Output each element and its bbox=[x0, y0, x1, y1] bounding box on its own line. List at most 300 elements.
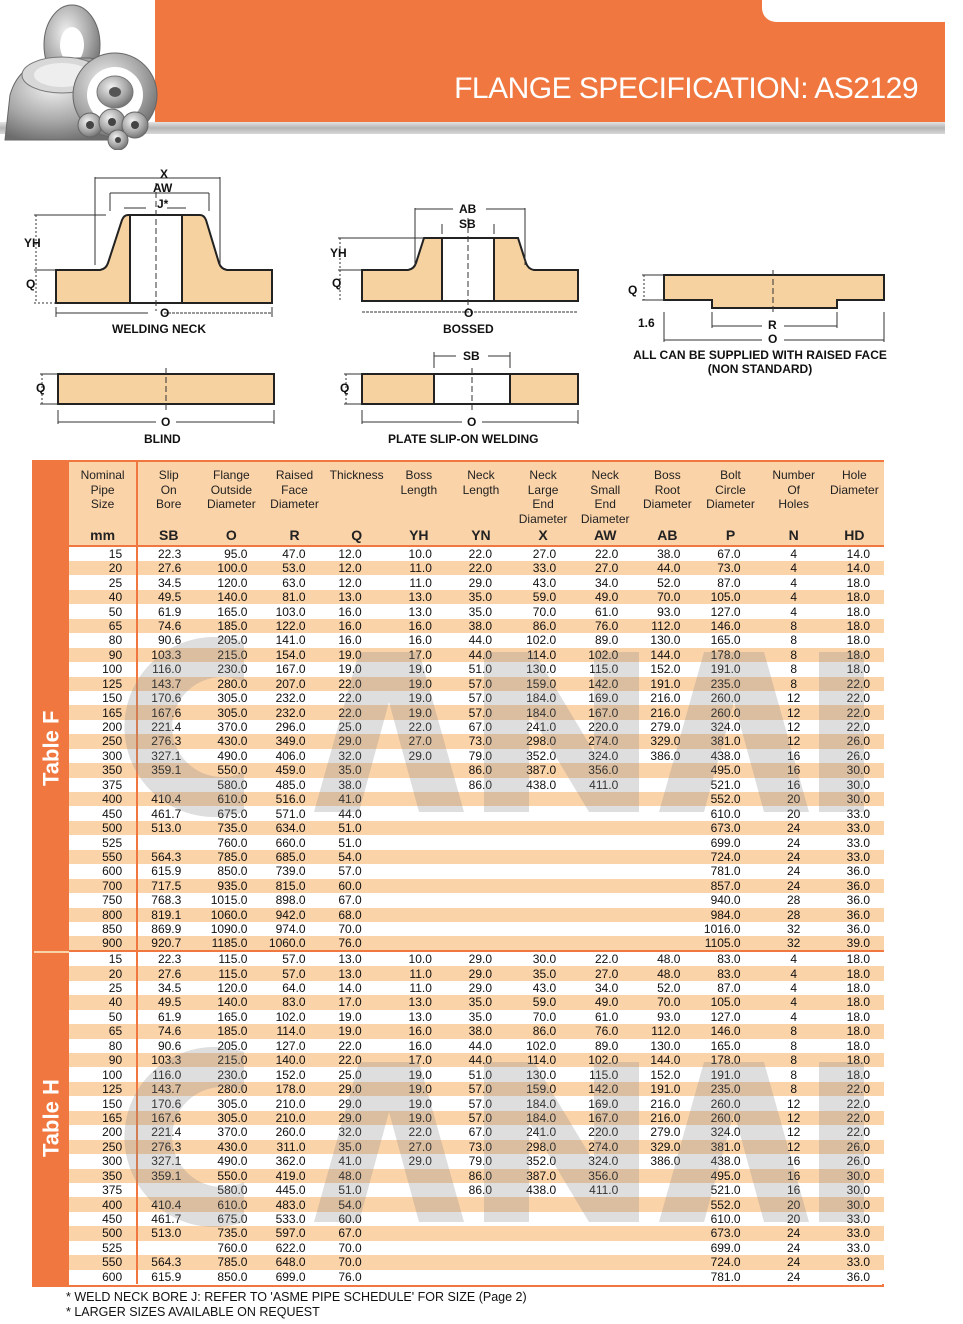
cell-n: 12 bbox=[763, 705, 825, 719]
cell-ab bbox=[636, 922, 698, 936]
cell-p: 73.0 bbox=[698, 561, 762, 575]
cell-hd: 33.0 bbox=[825, 806, 884, 820]
cell-x: 184.0 bbox=[512, 1111, 574, 1125]
table-row bbox=[69, 936, 884, 951]
cell-size: 100 bbox=[69, 662, 137, 676]
cell-aw: 356.0 bbox=[574, 763, 636, 777]
cell-sb: 22.3 bbox=[137, 951, 199, 966]
cell-hd: 22.0 bbox=[825, 677, 884, 691]
cell-aw bbox=[574, 1212, 636, 1226]
cell-size: 250 bbox=[69, 1140, 137, 1154]
cell-hd: 18.0 bbox=[825, 1067, 884, 1081]
cell-p: 1105.0 bbox=[698, 936, 762, 951]
dim-label-o: O bbox=[467, 415, 477, 429]
cell-q: 70.0 bbox=[326, 1255, 388, 1269]
table-row bbox=[69, 705, 884, 719]
cell-sb: 221.4 bbox=[137, 720, 199, 734]
dim-label-yh: YH bbox=[24, 236, 41, 250]
cell-sb: 359.1 bbox=[137, 1169, 199, 1183]
cell-p: 87.0 bbox=[698, 981, 762, 995]
table-row bbox=[69, 1212, 884, 1226]
cell-x: 298.0 bbox=[512, 734, 574, 748]
cell-sb: 34.5 bbox=[137, 981, 199, 995]
cell-aw: 27.0 bbox=[574, 966, 636, 980]
cell-hd: 33.0 bbox=[825, 1226, 884, 1240]
cell-size: 525 bbox=[69, 835, 137, 849]
cell-r: 81.0 bbox=[263, 590, 325, 604]
footnote-weld-neck-bore: * WELD NECK BORE J: REFER TO 'ASME PIPE SCHEDULE' FOR SIZE (Page 2) bbox=[66, 1290, 527, 1304]
cell-q: 17.0 bbox=[326, 995, 388, 1009]
cell-r: 516.0 bbox=[263, 792, 325, 806]
table-row bbox=[69, 1169, 884, 1183]
dim-label-aw: AW bbox=[153, 181, 173, 195]
cell-o: 165.0 bbox=[199, 1010, 263, 1024]
cell-yh: 19.0 bbox=[388, 662, 450, 676]
cell-hd: 22.0 bbox=[825, 1082, 884, 1096]
table-row bbox=[69, 749, 884, 763]
cell-size: 80 bbox=[69, 1039, 137, 1053]
cell-q: 25.0 bbox=[326, 1067, 388, 1081]
cell-x: 102.0 bbox=[512, 1039, 574, 1053]
table-f-label: Table F bbox=[38, 710, 64, 787]
cell-r: 942.0 bbox=[263, 908, 325, 922]
table-row bbox=[69, 1241, 884, 1255]
cell-x: 184.0 bbox=[512, 1096, 574, 1110]
cell-o: 205.0 bbox=[199, 1039, 263, 1053]
cell-r: 485.0 bbox=[263, 778, 325, 792]
cell-yn: 51.0 bbox=[450, 1067, 512, 1081]
cell-r: 57.0 bbox=[263, 951, 325, 966]
cell-yn bbox=[450, 936, 512, 951]
cell-yh: 16.0 bbox=[388, 633, 450, 647]
cell-x bbox=[512, 835, 574, 849]
cell-sb: 359.1 bbox=[137, 763, 199, 777]
table-row bbox=[69, 995, 884, 1009]
cell-yn: 44.0 bbox=[450, 648, 512, 662]
cell-r: 406.0 bbox=[263, 749, 325, 763]
cell-x: 70.0 bbox=[512, 1010, 574, 1024]
cell-aw bbox=[574, 936, 636, 951]
cell-q: 32.0 bbox=[326, 749, 388, 763]
cell-yh bbox=[388, 1169, 450, 1183]
cell-yh bbox=[388, 1255, 450, 1269]
cell-yh bbox=[388, 792, 450, 806]
cell-sb: 461.7 bbox=[137, 806, 199, 820]
cell-ab bbox=[636, 821, 698, 835]
cell-sb: 103.3 bbox=[137, 648, 199, 662]
cell-yn bbox=[450, 1212, 512, 1226]
cell-x: 241.0 bbox=[512, 720, 574, 734]
cell-sb: 615.9 bbox=[137, 864, 199, 878]
cell-o: 280.0 bbox=[199, 677, 263, 691]
cell-yh bbox=[388, 936, 450, 951]
cell-n: 4 bbox=[763, 590, 825, 604]
cell-ab bbox=[636, 1197, 698, 1211]
cell-ab: 329.0 bbox=[636, 1140, 698, 1154]
dim-label-o: O bbox=[464, 306, 474, 320]
cell-x bbox=[512, 922, 574, 936]
cell-r: 699.0 bbox=[263, 1270, 325, 1284]
cell-q: 76.0 bbox=[326, 1270, 388, 1284]
cell-sb: 116.0 bbox=[137, 662, 199, 676]
cell-n: 24 bbox=[763, 1270, 825, 1284]
cell-p: 105.0 bbox=[698, 590, 762, 604]
cell-sb: 410.4 bbox=[137, 1197, 199, 1211]
cell-n: 8 bbox=[763, 1039, 825, 1053]
cell-q: 16.0 bbox=[326, 619, 388, 633]
cell-q: 29.0 bbox=[326, 734, 388, 748]
cell-x: 102.0 bbox=[512, 633, 574, 647]
cell-yh bbox=[388, 778, 450, 792]
cell-yh bbox=[388, 864, 450, 878]
column-symbol: YH bbox=[388, 526, 450, 546]
cell-o: 100.0 bbox=[199, 561, 263, 575]
cell-hd: 22.0 bbox=[825, 705, 884, 719]
cell-yh: 19.0 bbox=[388, 1111, 450, 1125]
cell-ab: 279.0 bbox=[636, 720, 698, 734]
cell-hd: 33.0 bbox=[825, 1255, 884, 1269]
cell-yn: 35.0 bbox=[450, 995, 512, 1009]
cell-n: 16 bbox=[763, 1154, 825, 1168]
cell-x bbox=[512, 792, 574, 806]
table-row bbox=[69, 720, 884, 734]
cell-yn: 86.0 bbox=[450, 763, 512, 777]
cell-p: 673.0 bbox=[698, 821, 762, 835]
cell-p: 146.0 bbox=[698, 1024, 762, 1038]
cell-x bbox=[512, 936, 574, 951]
cell-yh: 13.0 bbox=[388, 604, 450, 618]
cell-o: 1060.0 bbox=[199, 908, 263, 922]
cell-r: 260.0 bbox=[263, 1125, 325, 1139]
table-row bbox=[69, 590, 884, 604]
cell-n: 24 bbox=[763, 864, 825, 878]
cell-size: 50 bbox=[69, 604, 137, 618]
cell-hd: 18.0 bbox=[825, 1053, 884, 1067]
cell-ab: 216.0 bbox=[636, 1096, 698, 1110]
cell-hd: 36.0 bbox=[825, 922, 884, 936]
cell-x: 438.0 bbox=[512, 778, 574, 792]
cell-ab: 144.0 bbox=[636, 648, 698, 662]
cell-n: 16 bbox=[763, 1183, 825, 1197]
cell-aw: 115.0 bbox=[574, 1067, 636, 1081]
cell-size: 125 bbox=[69, 677, 137, 691]
cell-r: 898.0 bbox=[263, 893, 325, 907]
cell-ab: 152.0 bbox=[636, 662, 698, 676]
cell-x: 35.0 bbox=[512, 966, 574, 980]
raised-face-caption-line2: (NON STANDARD) bbox=[707, 362, 813, 376]
cell-hd: 18.0 bbox=[825, 633, 884, 647]
cell-n: 12 bbox=[763, 1096, 825, 1110]
cell-p: 87.0 bbox=[698, 575, 762, 589]
cell-n: 12 bbox=[763, 691, 825, 705]
cell-sb: 513.0 bbox=[137, 821, 199, 835]
cell-x: 298.0 bbox=[512, 1140, 574, 1154]
column-header: Raised Face Diameter bbox=[263, 462, 325, 526]
cell-yn: 67.0 bbox=[450, 720, 512, 734]
cell-yn: 35.0 bbox=[450, 604, 512, 618]
cell-n: 4 bbox=[763, 995, 825, 1009]
cell-yn: 29.0 bbox=[450, 981, 512, 995]
cell-sb: 143.7 bbox=[137, 677, 199, 691]
table-row bbox=[69, 662, 884, 676]
cell-r: 634.0 bbox=[263, 821, 325, 835]
cell-size: 165 bbox=[69, 1111, 137, 1125]
cell-yn: 73.0 bbox=[450, 1140, 512, 1154]
cell-o: 1090.0 bbox=[199, 922, 263, 936]
cell-yn: 57.0 bbox=[450, 1096, 512, 1110]
cell-p: 438.0 bbox=[698, 749, 762, 763]
cell-yh: 16.0 bbox=[388, 619, 450, 633]
cell-yh bbox=[388, 763, 450, 777]
cell-aw: 142.0 bbox=[574, 677, 636, 691]
cell-sb: 116.0 bbox=[137, 1067, 199, 1081]
cell-size: 125 bbox=[69, 1082, 137, 1096]
cell-sb: 276.3 bbox=[137, 1140, 199, 1154]
cell-q: 70.0 bbox=[326, 922, 388, 936]
cell-hd: 22.0 bbox=[825, 1096, 884, 1110]
cell-o: 1185.0 bbox=[199, 936, 263, 951]
table-row bbox=[69, 1053, 884, 1067]
cell-o: 785.0 bbox=[199, 850, 263, 864]
cell-aw: 34.0 bbox=[574, 981, 636, 995]
cell-size: 40 bbox=[69, 590, 137, 604]
cell-n: 16 bbox=[763, 1169, 825, 1183]
cell-o: 610.0 bbox=[199, 1197, 263, 1211]
cell-ab: 44.0 bbox=[636, 561, 698, 575]
cell-hd: 39.0 bbox=[825, 936, 884, 951]
cell-n: 24 bbox=[763, 850, 825, 864]
column-header: Flange Outside Diameter bbox=[199, 462, 263, 526]
cell-yh: 16.0 bbox=[388, 1039, 450, 1053]
cell-aw: 142.0 bbox=[574, 1082, 636, 1096]
cell-r: 648.0 bbox=[263, 1255, 325, 1269]
cell-q: 14.0 bbox=[326, 981, 388, 995]
cell-x bbox=[512, 1241, 574, 1255]
cell-hd: 14.0 bbox=[825, 546, 884, 561]
cell-hd: 18.0 bbox=[825, 981, 884, 995]
diagram-caption: BLIND bbox=[144, 432, 181, 446]
cell-n: 4 bbox=[763, 951, 825, 966]
cell-ab: 216.0 bbox=[636, 691, 698, 705]
cell-ab: 216.0 bbox=[636, 705, 698, 719]
cell-n: 4 bbox=[763, 561, 825, 575]
cell-hd: 36.0 bbox=[825, 879, 884, 893]
cell-x bbox=[512, 864, 574, 878]
cell-sb: 221.4 bbox=[137, 1125, 199, 1139]
cell-size: 300 bbox=[69, 749, 137, 763]
cell-sb: 717.5 bbox=[137, 879, 199, 893]
cell-size: 550 bbox=[69, 850, 137, 864]
cell-o: 370.0 bbox=[199, 1125, 263, 1139]
table-row bbox=[69, 1154, 884, 1168]
cell-size: 150 bbox=[69, 1096, 137, 1110]
cell-n: 32 bbox=[763, 922, 825, 936]
cell-yn: 57.0 bbox=[450, 1111, 512, 1125]
diagram-caption: PLATE SLIP-ON WELDING bbox=[388, 432, 539, 446]
cell-p: 127.0 bbox=[698, 1010, 762, 1024]
cell-size: 15 bbox=[69, 546, 137, 561]
cell-p: 610.0 bbox=[698, 806, 762, 820]
cell-yh: 19.0 bbox=[388, 1096, 450, 1110]
table-row bbox=[69, 561, 884, 575]
cell-q: 12.0 bbox=[326, 561, 388, 575]
cell-o: 230.0 bbox=[199, 1067, 263, 1081]
cell-hd: 18.0 bbox=[825, 1039, 884, 1053]
cell-yn: 22.0 bbox=[450, 561, 512, 575]
raised-face-caption-line1: ALL CAN BE SUPPLIED WITH RAISED FACE bbox=[633, 348, 887, 362]
cell-ab: 70.0 bbox=[636, 995, 698, 1009]
cell-aw: 49.0 bbox=[574, 995, 636, 1009]
cell-o: 550.0 bbox=[199, 763, 263, 777]
cell-n: 8 bbox=[763, 1024, 825, 1038]
cell-yn bbox=[450, 1241, 512, 1255]
cell-n: 20 bbox=[763, 792, 825, 806]
cell-p: 235.0 bbox=[698, 677, 762, 691]
cell-aw: 89.0 bbox=[574, 633, 636, 647]
cell-x: 43.0 bbox=[512, 575, 574, 589]
cell-x bbox=[512, 879, 574, 893]
table-row bbox=[69, 677, 884, 691]
cell-r: 152.0 bbox=[263, 1067, 325, 1081]
cell-p: 781.0 bbox=[698, 1270, 762, 1284]
cell-ab bbox=[636, 806, 698, 820]
cell-size: 20 bbox=[69, 561, 137, 575]
cell-size: 50 bbox=[69, 1010, 137, 1024]
table-row bbox=[69, 1096, 884, 1110]
cell-sb: 61.9 bbox=[137, 1010, 199, 1024]
cell-sb: 170.6 bbox=[137, 1096, 199, 1110]
cell-p: 699.0 bbox=[698, 835, 762, 849]
cell-o: 735.0 bbox=[199, 1226, 263, 1240]
cell-yn: 51.0 bbox=[450, 662, 512, 676]
cell-n: 16 bbox=[763, 749, 825, 763]
cell-yn bbox=[450, 893, 512, 907]
cell-aw bbox=[574, 1197, 636, 1211]
cell-yn: 79.0 bbox=[450, 749, 512, 763]
cell-n: 32 bbox=[763, 936, 825, 951]
cell-ab bbox=[636, 1226, 698, 1240]
cell-yh bbox=[388, 1241, 450, 1255]
cell-r: 685.0 bbox=[263, 850, 325, 864]
table-row bbox=[69, 951, 884, 966]
cell-n: 4 bbox=[763, 604, 825, 618]
cell-hd: 26.0 bbox=[825, 749, 884, 763]
cell-r: 207.0 bbox=[263, 677, 325, 691]
column-header: Thickness bbox=[326, 462, 388, 526]
cell-hd: 18.0 bbox=[825, 590, 884, 604]
cell-o: 850.0 bbox=[199, 1270, 263, 1284]
cell-yn bbox=[450, 835, 512, 849]
cell-sb: 90.6 bbox=[137, 633, 199, 647]
cell-p: 83.0 bbox=[698, 966, 762, 980]
column-symbol: X bbox=[512, 526, 574, 546]
cell-r: 739.0 bbox=[263, 864, 325, 878]
column-header: Nominal Pipe Size bbox=[69, 462, 137, 526]
cell-size: 80 bbox=[69, 633, 137, 647]
cell-n: 16 bbox=[763, 778, 825, 792]
cell-hd: 33.0 bbox=[825, 1212, 884, 1226]
cell-r: 362.0 bbox=[263, 1154, 325, 1168]
cell-p: 857.0 bbox=[698, 879, 762, 893]
cell-p: 521.0 bbox=[698, 778, 762, 792]
table-row bbox=[69, 879, 884, 893]
cell-size: 500 bbox=[69, 821, 137, 835]
cell-yh bbox=[388, 821, 450, 835]
cell-o: 1015.0 bbox=[199, 893, 263, 907]
cell-p: 67.0 bbox=[698, 546, 762, 561]
cell-p: 724.0 bbox=[698, 850, 762, 864]
table-row bbox=[69, 1183, 884, 1197]
table-row bbox=[69, 1140, 884, 1154]
cell-aw: 169.0 bbox=[574, 1096, 636, 1110]
cell-x: 30.0 bbox=[512, 951, 574, 966]
cell-hd: 18.0 bbox=[825, 619, 884, 633]
cell-hd: 30.0 bbox=[825, 763, 884, 777]
cell-hd: 33.0 bbox=[825, 1241, 884, 1255]
cell-aw: 274.0 bbox=[574, 1140, 636, 1154]
cell-p: 1016.0 bbox=[698, 922, 762, 936]
cell-o: 735.0 bbox=[199, 821, 263, 835]
cell-yn: 38.0 bbox=[450, 1024, 512, 1038]
cell-o: 370.0 bbox=[199, 720, 263, 734]
cell-p: 984.0 bbox=[698, 908, 762, 922]
cell-yn: 86.0 bbox=[450, 1183, 512, 1197]
cell-o: 115.0 bbox=[199, 951, 263, 966]
cell-yn: 44.0 bbox=[450, 1039, 512, 1053]
cell-yh bbox=[388, 908, 450, 922]
cell-r: 122.0 bbox=[263, 619, 325, 633]
cell-ab bbox=[636, 893, 698, 907]
dim-label-x: X bbox=[160, 167, 169, 181]
column-symbol: N bbox=[763, 526, 825, 546]
cell-size: 65 bbox=[69, 1024, 137, 1038]
cell-x: 59.0 bbox=[512, 995, 574, 1009]
cell-yn: 57.0 bbox=[450, 677, 512, 691]
cell-aw bbox=[574, 908, 636, 922]
cell-n: 8 bbox=[763, 1067, 825, 1081]
cell-x bbox=[512, 893, 574, 907]
cell-q: 57.0 bbox=[326, 864, 388, 878]
cell-aw: 102.0 bbox=[574, 648, 636, 662]
cell-n: 4 bbox=[763, 546, 825, 561]
cell-o: 610.0 bbox=[199, 792, 263, 806]
cell-x: 241.0 bbox=[512, 1125, 574, 1139]
cell-yn bbox=[450, 792, 512, 806]
cell-r: 483.0 bbox=[263, 1197, 325, 1211]
cell-yh: 19.0 bbox=[388, 705, 450, 719]
cell-aw: 167.0 bbox=[574, 705, 636, 719]
cell-sb: 167.6 bbox=[137, 1111, 199, 1125]
cell-yh: 13.0 bbox=[388, 590, 450, 604]
cell-n: 8 bbox=[763, 1082, 825, 1096]
cell-x bbox=[512, 1212, 574, 1226]
cell-size: 700 bbox=[69, 879, 137, 893]
cell-ab: 130.0 bbox=[636, 633, 698, 647]
cell-p: 165.0 bbox=[698, 1039, 762, 1053]
cell-n: 4 bbox=[763, 966, 825, 980]
cell-aw bbox=[574, 893, 636, 907]
cell-yh: 11.0 bbox=[388, 561, 450, 575]
cell-r: 296.0 bbox=[263, 720, 325, 734]
cell-x bbox=[512, 806, 574, 820]
cell-ab: 70.0 bbox=[636, 590, 698, 604]
cell-yh: 19.0 bbox=[388, 677, 450, 691]
dim-label-raised-height: 1.6 bbox=[638, 316, 655, 330]
cell-hd: 18.0 bbox=[825, 995, 884, 1009]
cell-q: 41.0 bbox=[326, 792, 388, 806]
table-row bbox=[69, 864, 884, 878]
cell-n: 12 bbox=[763, 1125, 825, 1139]
